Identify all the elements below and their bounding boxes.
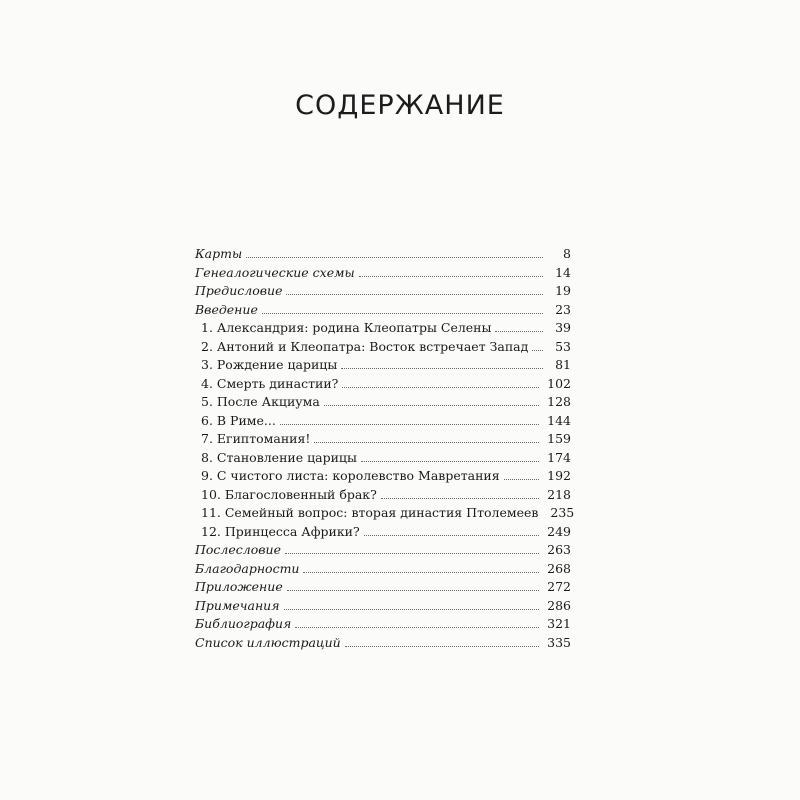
dot-leader bbox=[295, 626, 539, 628]
toc-entry-page-number: 144 bbox=[547, 412, 571, 428]
toc-entry-label: Примечания bbox=[195, 597, 280, 613]
toc-entry[interactable] bbox=[195, 523, 571, 542]
toc-entry-page-number: 159 bbox=[547, 431, 571, 446]
dot-leader bbox=[359, 275, 543, 277]
toc-entry-page-number: 235 bbox=[550, 505, 575, 520]
dot-leader bbox=[361, 460, 539, 462]
dot-leader bbox=[495, 330, 543, 332]
toc-entry-label: 6. В Риме... bbox=[201, 412, 276, 428]
toc-entry[interactable] bbox=[195, 430, 571, 449]
toc-entry-label: Карты bbox=[195, 246, 243, 261]
dot-leader bbox=[285, 552, 539, 554]
dot-leader bbox=[364, 534, 539, 536]
toc-entry[interactable] bbox=[195, 467, 571, 486]
toc-entry-page-number: 272 bbox=[547, 579, 571, 594]
toc-entry-label: Библиография bbox=[195, 616, 292, 631]
toc-entry-page-number: 321 bbox=[547, 616, 571, 631]
toc-entry-page-number: 8 bbox=[563, 246, 571, 261]
toc-entry-label: 9. С чистого листа: королевство Мавретания bbox=[201, 468, 500, 483]
toc-entry[interactable] bbox=[195, 338, 571, 357]
toc-entry[interactable] bbox=[195, 245, 571, 264]
toc-entry-page-number: 14 bbox=[555, 264, 571, 280]
toc-entry-label: 7. Египтомания! bbox=[201, 431, 311, 446]
toc-entry-label: Приложение bbox=[195, 579, 283, 594]
toc-entry[interactable] bbox=[195, 504, 575, 523]
toc-entry-page-number: 263 bbox=[547, 542, 571, 557]
toc-entry[interactable] bbox=[195, 412, 571, 431]
table-of-contents bbox=[195, 245, 575, 652]
toc-entry-page-number: 39 bbox=[555, 320, 571, 335]
toc-entry-label: 8. Становление царицы bbox=[201, 449, 357, 465]
toc-entry-label: Послесловие bbox=[195, 542, 281, 557]
dot-leader bbox=[342, 386, 539, 388]
toc-entry[interactable] bbox=[195, 486, 571, 505]
toc-entry-page-number: 174 bbox=[547, 449, 571, 465]
toc-entry-page-number: 218 bbox=[547, 486, 571, 502]
toc-entry-page-number: 335 bbox=[547, 634, 571, 650]
toc-entry[interactable] bbox=[195, 578, 571, 597]
toc-entry-label: 10. Благословенный брак? bbox=[201, 486, 377, 502]
toc-entry-page-number: 268 bbox=[547, 560, 571, 576]
dot-leader bbox=[286, 293, 543, 295]
toc-entry[interactable] bbox=[195, 375, 571, 394]
toc-entry[interactable] bbox=[195, 615, 571, 634]
toc-entry-label: 1. Александрия: родина Клеопатры Селены bbox=[201, 320, 492, 335]
dot-leader bbox=[303, 571, 539, 573]
toc-entry-label: Благодарности bbox=[195, 560, 300, 576]
toc-entry[interactable] bbox=[195, 393, 571, 412]
toc-entry-page-number: 53 bbox=[555, 338, 571, 354]
toc-entry[interactable] bbox=[195, 634, 571, 653]
toc-entry[interactable] bbox=[195, 597, 571, 616]
toc-entry-page-number: 192 bbox=[547, 468, 571, 483]
toc-entry[interactable] bbox=[195, 449, 571, 468]
dot-leader bbox=[262, 312, 543, 314]
dot-leader bbox=[324, 404, 539, 406]
dot-leader bbox=[246, 256, 543, 258]
toc-entry-label: Список иллюстраций bbox=[195, 634, 341, 650]
toc-entry-label: Генеалогические схемы bbox=[195, 264, 355, 280]
dot-leader bbox=[314, 441, 539, 443]
dot-leader bbox=[341, 367, 543, 369]
toc-entry-label: 3. Рождение царицы bbox=[201, 357, 338, 372]
toc-entry[interactable] bbox=[195, 301, 571, 320]
toc-entry-page-number: 286 bbox=[547, 597, 571, 613]
toc-entry-label: 2. Антоний и Клеопатра: Восток встречает Запад bbox=[201, 338, 529, 354]
toc-entry-label: 5. После Акциума bbox=[201, 394, 320, 409]
dot-leader bbox=[532, 349, 543, 351]
toc-entry[interactable] bbox=[195, 264, 571, 283]
toc-entry[interactable] bbox=[195, 319, 571, 338]
dot-leader bbox=[280, 423, 539, 425]
toc-entry-page-number: 23 bbox=[555, 301, 571, 317]
toc-entry[interactable] bbox=[195, 560, 571, 579]
dot-leader bbox=[345, 645, 539, 647]
toc-entry-label: Введение bbox=[195, 301, 258, 317]
toc-entry[interactable] bbox=[195, 541, 571, 560]
toc-entry[interactable] bbox=[195, 282, 571, 301]
toc-entry-label: Предисловие bbox=[195, 283, 283, 298]
toc-entry-label: 12. Принцесса Африки? bbox=[201, 523, 360, 539]
toc-entry-label: 4. Смерть династии? bbox=[201, 375, 339, 391]
toc-entry-page-number: 249 bbox=[547, 523, 571, 539]
toc-entry-page-number: 19 bbox=[555, 283, 571, 298]
dot-leader bbox=[504, 478, 539, 480]
dot-leader bbox=[381, 497, 539, 499]
dot-leader bbox=[287, 589, 539, 591]
toc-entry-label: 11. Семейный вопрос: вторая династия Птолемеев bbox=[201, 505, 539, 520]
toc-entry-page-number: 81 bbox=[555, 357, 571, 372]
toc-entry-page-number: 102 bbox=[547, 375, 571, 391]
page-title: СОДЕРЖАНИЕ bbox=[295, 90, 505, 121]
dot-leader bbox=[284, 608, 540, 610]
toc-entry[interactable] bbox=[195, 356, 571, 375]
toc-entry-page-number: 128 bbox=[547, 394, 571, 409]
